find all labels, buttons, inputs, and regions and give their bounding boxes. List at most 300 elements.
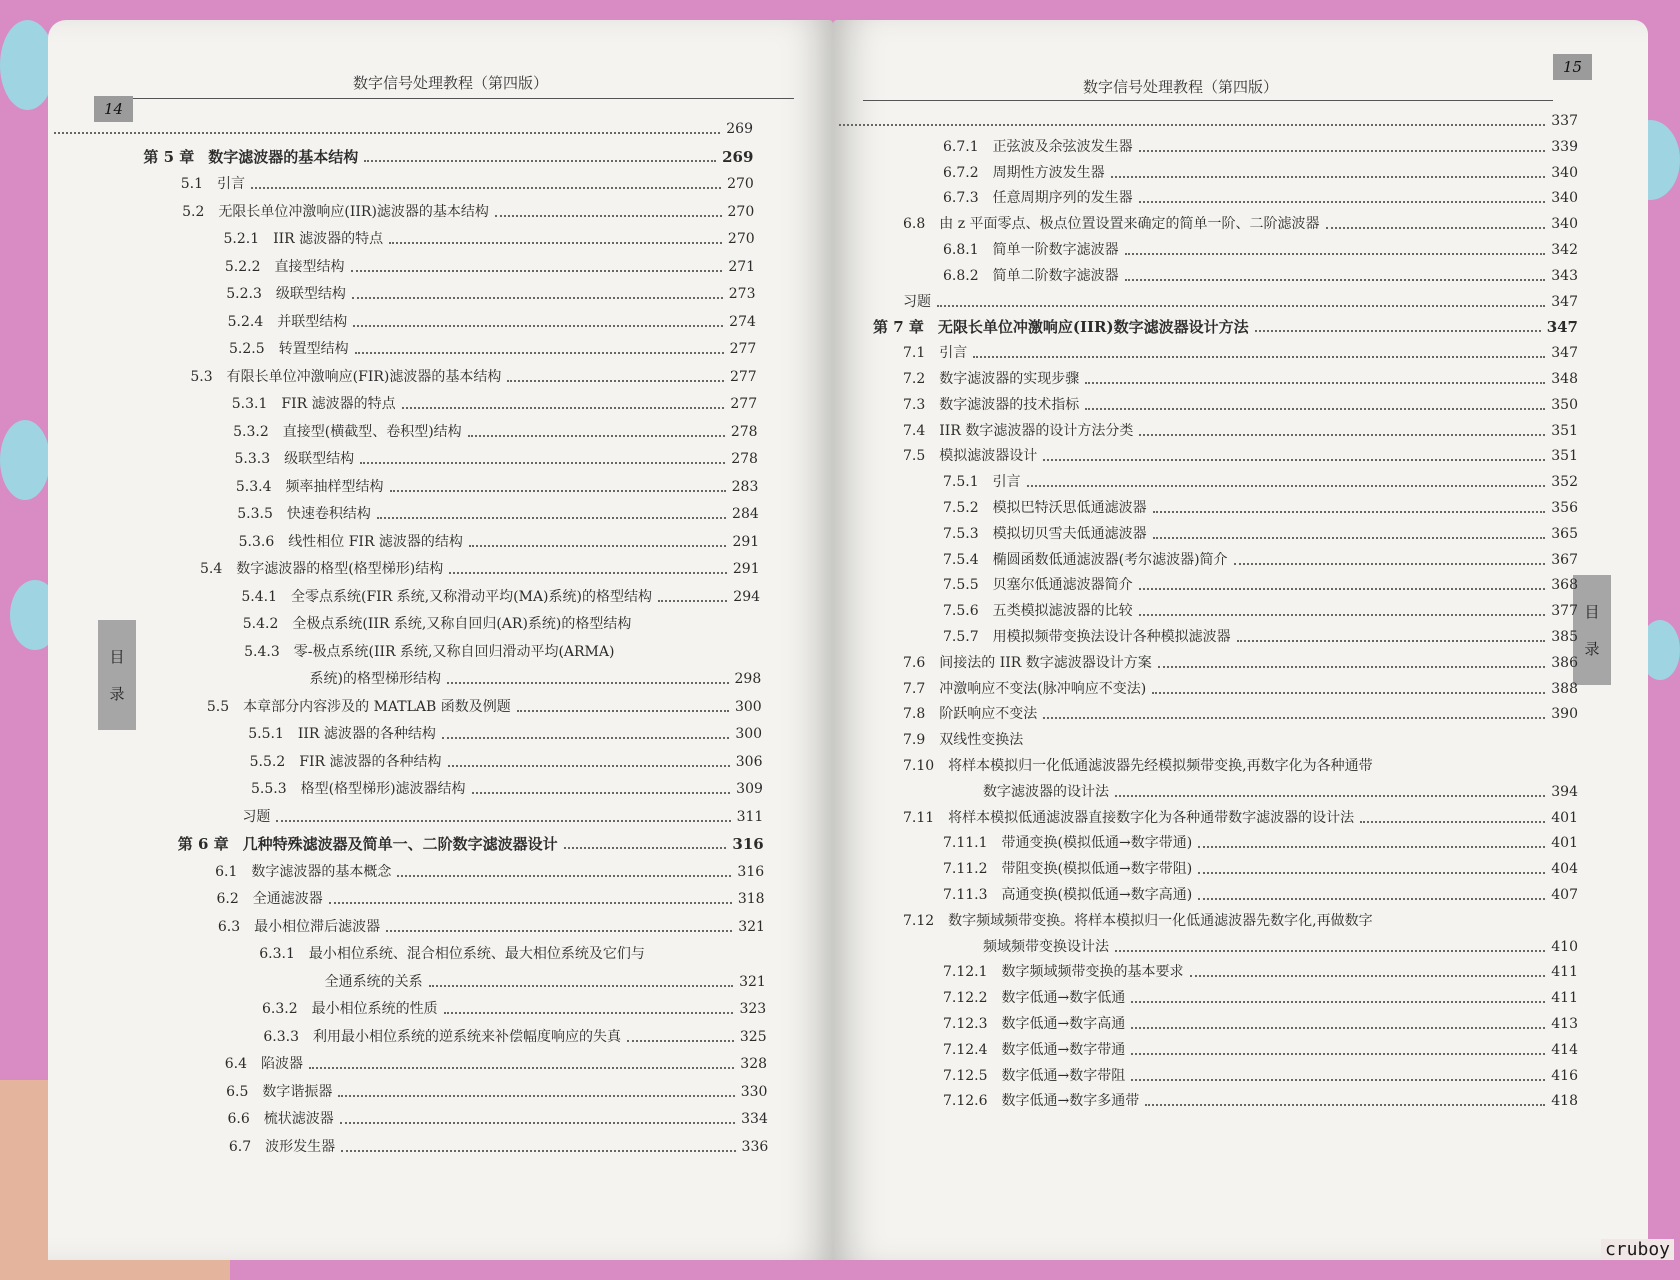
toc-number: 7.11: [903, 809, 935, 826]
dot-leader: [1131, 1053, 1545, 1055]
dot-leader: [1360, 821, 1545, 823]
toc-title: 无限长单位冲激响应(IIR)滤波器的基本结构: [218, 203, 489, 220]
toc-page: 342: [1551, 242, 1578, 258]
toc-page: 321: [739, 973, 766, 990]
toc-entry: [903, 731, 1578, 749]
toc-entry: [48, 120, 753, 138]
dot-leader: [1237, 640, 1546, 642]
toc-entry: [943, 989, 1578, 1007]
toc-entry: [943, 860, 1578, 878]
toc-page: 291: [732, 561, 760, 577]
toc-entry: [217, 890, 765, 908]
toc-title: 双线性变换法: [939, 732, 1024, 749]
toc-number: 7.5.3: [943, 525, 979, 542]
toc-title: 习题: [242, 808, 271, 825]
toc-entry: [943, 886, 1578, 904]
dot-leader: [517, 710, 729, 712]
toc-entry: [903, 293, 1578, 311]
toc-number: 6.8.2: [943, 267, 979, 284]
toc-page: 316: [732, 835, 764, 853]
toc-number: 5.3.3: [234, 451, 271, 467]
toc-number: 5.3.6: [238, 533, 275, 550]
toc-entry: [228, 313, 756, 331]
toc-title: 零-极点系统(IIR 系统,又称自回归滑动平均(ARMA): [293, 643, 615, 660]
toc-entry: [903, 757, 1578, 775]
toc-title: IIR 滤波器的特点: [273, 231, 384, 247]
toc-page: 350: [1551, 396, 1578, 413]
dot-leader: [447, 682, 729, 684]
toc-entry: [943, 576, 1578, 594]
toc-page: 404: [1551, 861, 1578, 878]
dot-leader: [1145, 1104, 1545, 1106]
toc-title: 直接型(横截型、卷积型)结构: [282, 423, 462, 440]
toc-page: 298: [734, 671, 762, 687]
toc-page: 321: [738, 918, 765, 935]
toc-number: 7.1: [903, 345, 926, 362]
toc-page: 416: [1551, 1067, 1578, 1084]
toc-entry: [943, 602, 1578, 620]
toc-title: 将样本模拟归一化低通滤波器先经模拟频带变换,再数字化为各种通带: [948, 758, 1373, 774]
dot-leader: [276, 820, 730, 822]
dot-leader: [329, 902, 732, 904]
toc-page: 328: [740, 1056, 768, 1072]
dot-leader: [495, 215, 722, 217]
toc-number: 7.5.6: [943, 603, 979, 620]
toc-page: 347: [1551, 293, 1578, 310]
toc-title: 习题: [903, 293, 931, 310]
toc-title: 引言: [992, 474, 1021, 491]
toc-page: 407: [1551, 887, 1578, 903]
toc-entry: [943, 473, 1578, 491]
dot-leader: [627, 1040, 734, 1042]
dot-leader: [355, 352, 724, 354]
dot-leader: [54, 132, 720, 134]
toc-page: 318: [737, 891, 765, 907]
toc-entry: [244, 643, 761, 661]
toc-title: 数字滤波器的格型(格型梯形)结构: [236, 561, 444, 577]
toc-number: 7.11.1: [943, 835, 988, 852]
dot-leader: [937, 305, 1545, 307]
dot-leader: [251, 187, 721, 189]
toc-entry: [903, 396, 1578, 414]
toc-entry: [903, 654, 1578, 672]
toc-number: 7.12.3: [943, 1016, 988, 1032]
dot-leader: [1139, 434, 1545, 436]
dot-leader: [390, 490, 726, 492]
toc-number: 7.5: [903, 448, 926, 465]
toc-entry: [943, 628, 1578, 646]
toc-entry: [229, 340, 756, 358]
toc-title: 转置型结构: [278, 341, 349, 357]
toc-title: 简单一阶数字滤波器: [992, 242, 1119, 258]
toc-number: 6.5: [226, 1083, 249, 1100]
toc-number: 5.2: [182, 203, 205, 220]
toc-title: 用模拟频带变换法设计各种模拟滤波器: [992, 629, 1231, 645]
dot-leader: [397, 875, 731, 877]
toc-page: 311: [736, 808, 764, 825]
toc-number: 5.3.2: [233, 423, 269, 440]
toc-number: 第 6 章: [177, 835, 229, 853]
toc-title: 数字低通→数字低通: [1001, 990, 1126, 1007]
dot-leader: [442, 737, 729, 739]
open-book: [48, 20, 1648, 1260]
dot-leader: [449, 572, 727, 574]
toc-page: 411: [1551, 964, 1578, 981]
toc-entry: [226, 1083, 767, 1101]
dot-leader: [386, 930, 732, 932]
dot-leader: [1234, 563, 1546, 565]
toc-page: 365: [1551, 525, 1578, 542]
toc-page: 325: [739, 1028, 767, 1045]
dot-leader: [1027, 485, 1546, 487]
toc-entry: [903, 912, 1578, 930]
watermark: cruboy: [1601, 1239, 1674, 1260]
toc-number: 5.3.4: [235, 478, 272, 495]
table-of-contents: [833, 20, 1648, 1260]
page-number: 15: [1553, 54, 1592, 80]
dot-leader: [564, 847, 727, 849]
toc-entry: [943, 138, 1578, 156]
toc-title: 正弦波及余弦波发生器: [992, 138, 1133, 155]
toc-number: 6.2: [216, 891, 239, 907]
toc-page: 306: [735, 753, 763, 770]
toc-entry: [239, 533, 760, 551]
toc-number: 6.3.2: [262, 1001, 298, 1017]
side-tab-char: 目: [109, 648, 125, 666]
toc-title: 有限长单位冲激响应(FIR)滤波器的基本结构: [226, 368, 502, 385]
toc-title: 引言: [939, 345, 968, 362]
toc-title: 阶跃响应不变法: [939, 706, 1038, 723]
toc-title: 并联型结构: [277, 313, 348, 330]
toc-entry: [263, 1028, 766, 1046]
toc-entry: [943, 241, 1578, 259]
toc-number: 7.12.5: [943, 1067, 988, 1084]
dot-leader: [1043, 459, 1545, 461]
toc-entry: [190, 368, 756, 386]
toc-number: 第 5 章: [143, 147, 195, 166]
running-head: 数字信号处理教程（第四版）: [1083, 78, 1279, 96]
toc-entry: [178, 835, 764, 853]
toc-number: 7.5.7: [943, 629, 979, 645]
dot-leader: [1115, 795, 1545, 797]
toc-page: 284: [732, 506, 759, 522]
toc-title: 本章部分内容涉及的 MATLAB 函数及例题: [243, 698, 511, 715]
toc-page: 337: [1551, 113, 1578, 129]
toc-entry: [903, 809, 1578, 827]
toc-page: 340: [1551, 190, 1578, 207]
toc-entry: [236, 478, 759, 496]
toc-title: 数字低通→数字带阻: [1001, 1067, 1126, 1084]
toc-number: 5.2.1: [223, 231, 260, 247]
toc-page: 278: [731, 451, 758, 467]
toc-number: 7.6: [903, 654, 926, 671]
toc-number: 5.4.3: [244, 643, 280, 660]
toc-page: 309: [736, 781, 763, 797]
toc-page: 413: [1551, 1016, 1578, 1032]
toc-number: 7.12: [903, 912, 935, 929]
toc-page: 274: [729, 313, 756, 330]
dot-leader: [1043, 717, 1545, 719]
toc-page: 323: [739, 1001, 767, 1017]
left-page: [48, 20, 833, 1260]
toc-number: 7.8: [903, 706, 926, 723]
toc-title: 利用最小相位系统的逆系统来补偿幅度响应的失真: [313, 1028, 621, 1045]
toc-page: 269: [726, 121, 753, 137]
dot-leader: [389, 242, 722, 244]
dot-leader: [1139, 588, 1546, 590]
toc-entry: [232, 395, 757, 413]
toc-page: 343: [1551, 267, 1578, 284]
toc-page: 270: [727, 176, 754, 192]
dot-leader: [1139, 201, 1546, 203]
toc-number: 5.2.2: [224, 258, 261, 275]
dot-leader: [1131, 1001, 1545, 1003]
dot-leader: [1190, 975, 1546, 977]
dot-leader: [1153, 511, 1546, 513]
table-of-contents: [48, 20, 833, 1260]
toc-title: 引言: [217, 176, 246, 192]
toc-title: 数字滤波器的技术指标: [939, 396, 1080, 413]
dot-leader: [353, 325, 723, 327]
toc-page: 356: [1551, 500, 1578, 516]
toc-page: 414: [1551, 1041, 1578, 1058]
toc-entry: [943, 834, 1578, 852]
dot-leader: [1085, 382, 1545, 384]
toc-title: 周期性方波发生器: [992, 164, 1105, 181]
toc-title: 数字谐振器: [262, 1083, 333, 1100]
toc-entry: [903, 370, 1578, 388]
toc-number: 6.3.1: [259, 946, 295, 962]
dot-leader: [1125, 279, 1546, 281]
toc-number: 5.4.1: [241, 588, 277, 605]
dot-leader: [658, 600, 727, 602]
toc-title: 数字滤波器的实现步骤: [939, 371, 1080, 387]
toc-number: 5.5: [206, 698, 230, 715]
toc-number: 6.7.1: [943, 138, 979, 155]
toc-page: 352: [1551, 474, 1578, 491]
toc-entry: [943, 1092, 1578, 1110]
toc-title: 全零点系统(FIR 系统,又称滑动平均(MA)系统)的格型结构: [291, 588, 652, 605]
dot-leader: [1085, 408, 1545, 410]
toc-page: 410: [1551, 938, 1578, 955]
toc-title: 最小相位滞后滤波器: [254, 918, 381, 935]
toc-entry: [943, 551, 1578, 569]
dot-leader: [1255, 330, 1541, 332]
toc-number: 5.5.1: [248, 726, 284, 742]
toc-number: 6.7.2: [943, 164, 979, 181]
toc-title: 直接型结构: [274, 258, 345, 275]
toc-entry: [143, 148, 753, 166]
toc-title: 频率抽样型结构: [285, 478, 384, 495]
toc-page: 386: [1551, 654, 1578, 671]
dot-leader: [1131, 1027, 1545, 1029]
dot-leader: [1111, 176, 1546, 178]
toc-entry: [250, 753, 763, 771]
toc-number: 7.5.4: [943, 551, 979, 568]
toc-page: 351: [1551, 422, 1578, 439]
toc-page: 273: [728, 286, 756, 302]
toc-number: 7.12.4: [943, 1041, 988, 1058]
toc-page: 348: [1551, 371, 1578, 387]
dot-leader: [429, 985, 733, 987]
toc-entry: [233, 423, 757, 441]
running-head: 数字信号处理教程（第四版）: [353, 74, 549, 92]
toc-number: 7.4: [903, 422, 926, 439]
toc-entry: [226, 285, 755, 303]
toc-entry: [833, 112, 1578, 130]
toc-page: 394: [1551, 783, 1578, 800]
toc-entry: [903, 705, 1578, 723]
toc-page: 347: [1551, 345, 1578, 362]
toc-number: 6.7.3: [943, 190, 979, 207]
toc-entry: [207, 698, 762, 716]
toc-title: 椭圆函数低通滤波器(考尔滤波器)简介: [992, 551, 1228, 568]
toc-title: IIR 滤波器的各种结构: [297, 726, 436, 742]
toc-page: 340: [1551, 216, 1578, 233]
toc-number: 7.5.5: [943, 577, 979, 594]
toc-number: 5.4: [200, 561, 223, 577]
toc-entry: [903, 422, 1578, 440]
toc-page: 351: [1551, 448, 1578, 465]
dot-leader: [352, 297, 723, 299]
dot-leader: [1139, 614, 1546, 616]
toc-title: 数字滤波器的基本概念: [251, 863, 392, 880]
toc-title: 格型(格型梯形)滤波器结构: [300, 781, 466, 797]
toc-page: 270: [727, 231, 755, 247]
toc-page: 283: [731, 478, 759, 495]
dot-leader: [444, 1012, 734, 1014]
dot-leader: [507, 380, 724, 382]
toc-entry: [943, 164, 1578, 182]
toc-number: 5.1: [180, 176, 204, 192]
toc-entry: [310, 670, 762, 688]
toc-title: 将样本模拟低通滤波器直接数字化为各种通带数字滤波器的设计法: [948, 809, 1355, 826]
toc-entry: [983, 783, 1578, 801]
toc-number: 7.9: [903, 732, 926, 749]
toc-page: 291: [732, 533, 760, 550]
toc-number: 6.8.1: [943, 242, 979, 258]
dot-leader: [1125, 253, 1546, 255]
toc-title: 全通系统的关系: [324, 973, 423, 990]
toc-title: 最小相位系统的性质: [311, 1001, 438, 1017]
toc-number: 6.3.3: [263, 1028, 299, 1045]
toc-entry: [943, 499, 1578, 517]
toc-title: 全通滤波器: [252, 891, 323, 907]
toc-title: 任意周期序列的发生器: [992, 190, 1133, 207]
toc-page: 418: [1551, 1093, 1578, 1110]
toc-title: FIR 滤波器的特点: [281, 396, 396, 412]
dot-leader: [1152, 692, 1545, 694]
toc-number: 5.3.5: [237, 506, 273, 522]
toc-entry: [215, 863, 764, 881]
toc-page: 347: [1546, 318, 1578, 337]
toc-number: 第 7 章: [873, 318, 924, 337]
toc-page: 388: [1551, 680, 1578, 697]
toc-number: 7.3: [903, 396, 926, 413]
toc-page: 269: [722, 147, 754, 166]
page-number: 14: [94, 96, 133, 122]
toc-title: 数字低通→数字高通: [1001, 1016, 1126, 1032]
dot-leader: [1326, 227, 1546, 229]
toc-page: 300: [734, 698, 762, 715]
toc-page: 385: [1551, 629, 1578, 645]
toc-title: 系统)的格型梯形结构: [309, 671, 441, 687]
toc-number: 5.5.3: [251, 781, 287, 797]
toc-page: 401: [1551, 835, 1578, 852]
toc-entry: [943, 963, 1578, 981]
toc-title: 高通变换(模拟低通→数字高通): [1001, 887, 1193, 903]
toc-number: 7.12.1: [943, 964, 988, 981]
dot-leader: [448, 765, 730, 767]
toc-page: 339: [1551, 138, 1578, 155]
toc-number: 7.10: [903, 758, 935, 774]
toc-title: 级联型结构: [284, 451, 355, 467]
toc-title: 快速卷积结构: [286, 506, 371, 522]
toc-title: 梳状滤波器: [263, 1111, 334, 1127]
dot-leader: [340, 1122, 735, 1124]
toc-title: 波形发生器: [265, 1138, 336, 1155]
toc-title: 数字频域频带变换。将样本模拟归一化低通滤波器先数字化,再做数字: [948, 912, 1373, 929]
toc-entry: [218, 918, 765, 936]
dot-leader: [364, 160, 716, 162]
toc-number: 7.12.2: [943, 990, 988, 1007]
dot-leader: [309, 1067, 734, 1069]
toc-entry: [903, 447, 1578, 465]
toc-entry: [873, 318, 1578, 336]
toc-title: 模拟巴特沃思低通滤波器: [992, 500, 1147, 516]
toc-number: 6.6: [227, 1111, 250, 1127]
toc-title: 数字低通→数字多通带: [1001, 1093, 1140, 1110]
side-tab-char: 录: [109, 685, 125, 703]
toc-number: 5.4.2: [242, 616, 279, 632]
toc-entry: [903, 344, 1578, 362]
toc-entry: [943, 267, 1578, 285]
toc-entry: [943, 1015, 1578, 1033]
toc-page: 368: [1551, 577, 1578, 594]
toc-page: 300: [735, 726, 763, 742]
dot-leader: [1158, 666, 1545, 668]
toc-page: 277: [730, 396, 758, 412]
dot-leader: [1198, 898, 1545, 900]
toc-entry: [228, 1110, 768, 1128]
toc-title: 带通变换(模拟低通→数字带通): [1001, 835, 1193, 852]
toc-number: 5.3: [190, 368, 213, 385]
dot-leader: [1139, 150, 1546, 152]
toc-title: 数字频域频带变换的基本要求: [1001, 964, 1184, 981]
toc-page: 270: [727, 203, 755, 220]
side-tab-char: 目: [1584, 603, 1600, 621]
side-tab-char: 录: [1584, 640, 1600, 658]
toc-entry: [225, 1055, 767, 1073]
toc-title: 贝塞尔低通滤波器简介: [992, 577, 1133, 594]
toc-title: 全极点系统(IIR 系统,又称自回归(AR)系统)的格型结构: [292, 616, 632, 632]
dot-leader: [1198, 872, 1545, 874]
toc-title: 简单二阶数字滤波器: [992, 267, 1119, 284]
toc-entry: [983, 938, 1578, 956]
toc-title: 模拟切贝雪夫低通滤波器: [992, 525, 1147, 542]
toc-number: 5.2.3: [226, 286, 262, 302]
toc-title: 陷波器: [261, 1056, 304, 1072]
toc-entry: [259, 945, 765, 963]
dot-leader: [1131, 1079, 1545, 1081]
toc-number: 6.3: [217, 918, 241, 935]
toc-title: 数字滤波器的设计法: [983, 783, 1109, 800]
toc-number: 7.2: [903, 371, 926, 387]
toc-page: 278: [730, 423, 758, 440]
dot-leader: [839, 124, 1545, 126]
dot-leader: [1198, 846, 1545, 848]
dot-leader: [360, 462, 725, 464]
